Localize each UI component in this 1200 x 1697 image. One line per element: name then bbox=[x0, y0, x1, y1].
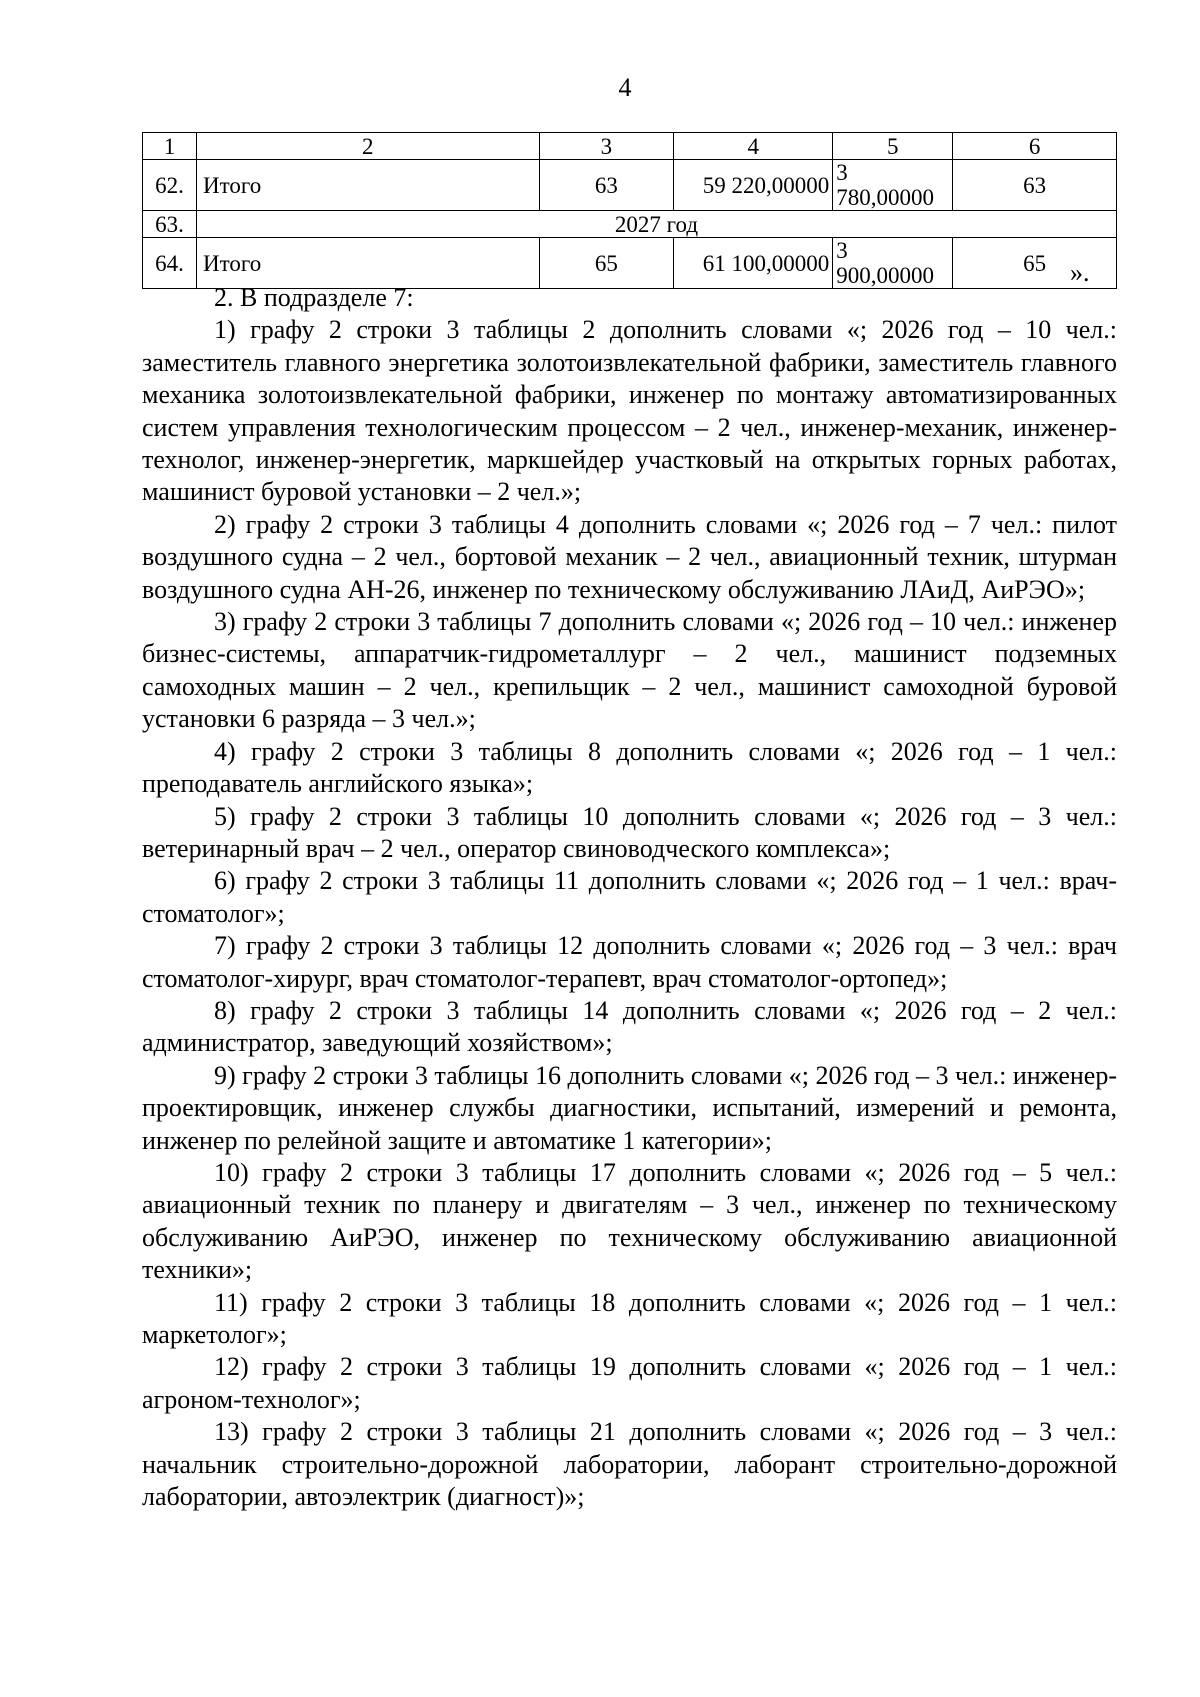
row-number: 64. bbox=[143, 238, 197, 289]
amendment-paragraph: 9) графу 2 строки 3 таблицы 16 дополнить словами «; 2026 год – 3 чел.: инженер-проектировщик, инженер службы диагностики, испытаний, измерений и ремонта, инженер по релейной защите и автоматике 1 категории»; bbox=[142, 1060, 1117, 1155]
amendment-paragraph: 7) графу 2 строки 3 таблицы 12 дополнить словами «; 2026 год – 3 чел.: врач стоматолог-хирург, врач стоматолог-терапевт, врач стоматолог-ортопед»; bbox=[142, 931, 1117, 993]
header-cell: 1 bbox=[143, 133, 197, 160]
amendment-paragraph: 2) графу 2 строки 3 таблицы 4 дополнить словами «; 2026 год – 7 чел.: пилот воздушного судна – 2 чел., бортовой механик – 2 чел., авиационный техник, штурман воздушного судна АН-26, инженер по техническому обслуживанию ЛАиД, АиРЭО»; bbox=[142, 509, 1117, 604]
amendment-paragraph: 8) графу 2 строки 3 таблицы 14 дополнить словами «; 2026 год – 2 чел.: администратор, заведующий хозяйством»; bbox=[142, 995, 1117, 1058]
table-cell: 63 bbox=[953, 160, 1117, 211]
header-cell: 3 bbox=[539, 133, 674, 160]
row-name: Итого bbox=[196, 238, 539, 289]
header-cell: 2 bbox=[196, 133, 539, 160]
table-cell: 65 bbox=[539, 238, 674, 289]
header-cell: 5 bbox=[833, 133, 953, 160]
table-cell: 61 100,00000 bbox=[674, 238, 833, 289]
header-cell: 4 bbox=[674, 133, 833, 160]
table-row bbox=[143, 211, 1117, 238]
summary-table bbox=[142, 132, 1117, 289]
header-cell: 6 bbox=[953, 133, 1117, 160]
table-cell: 3 780,00000 bbox=[833, 160, 953, 211]
row-number: 63. bbox=[143, 211, 197, 238]
table-cell: 63 bbox=[539, 160, 674, 211]
table-cell: 3 900,00000 bbox=[833, 238, 953, 289]
closing-quote: ». bbox=[1070, 258, 1090, 287]
amendment-paragraph: 11) графу 2 строки 3 таблицы 18 дополнить словами «; 2026 год – 1 чел.: маркетолог»; bbox=[142, 1287, 1117, 1349]
amendment-paragraph: 1) графу 2 строки 3 таблицы 2 дополнить словами «; 2026 год – 10 чел.: заместитель главного энергетика золотоизвлекательной фабрики, заместитель главного механика золотоизвлекательной фабрики, инженер по монтажу автоматизированных систем управления технологическим процессом – 2 чел., инженер-механик, инженер-технолог, инженер-энергетик, маркшейдер участковый на открытых горных работах, машинист буровой установки – 2 чел.»; bbox=[142, 315, 1117, 507]
table-row bbox=[143, 238, 1117, 289]
amendment-paragraph: 6) графу 2 строки 3 таблицы 11 дополнить словами «; 2026 год – 1 чел.: врач-стоматолог»; bbox=[142, 866, 1117, 928]
table-cell: 65 bbox=[953, 238, 1117, 289]
document-body bbox=[142, 282, 1117, 1513]
amendment-paragraph: 13) графу 2 строки 3 таблицы 21 дополнить словами «; 2026 год – 3 чел.: начальник строительно-дорожной лаборатории, лаборант строительно-дорожной лаборатории, автоэлектрик (диагност)»; bbox=[142, 1417, 1117, 1512]
amendment-paragraph: 5) графу 2 строки 3 таблицы 10 дополнить словами «; 2026 год – 3 чел.: ветеринарный врач – 2 чел., оператор свиноводческого комплекса»; bbox=[142, 801, 1117, 863]
table-header-row bbox=[143, 133, 1117, 160]
section-heading: 2. В подразделе 7: bbox=[214, 283, 414, 312]
row-name: Итого bbox=[196, 160, 539, 211]
amendment-paragraph: 10) графу 2 строки 3 таблицы 17 дополнить словами «; 2026 год – 5 чел.: авиационный техник по планеру и двигателям – 3 чел., инженер по техническому обслуживанию АиРЭО, инженер по техническому обслуживанию авиационной техники»; bbox=[142, 1157, 1117, 1285]
amendment-paragraph: 3) графу 2 строки 3 таблицы 7 дополнить словами «; 2026 год – 10 чел.: инженер бизнес-системы, аппаратчик-гидрометаллург – 2 чел., машинист подземных самоходных машин – 2 чел., крепильщик – 2 чел., машинист самоходной буровой установки 6 разряда – 3 чел.»; bbox=[142, 607, 1117, 734]
page-number: 4 bbox=[618, 73, 632, 102]
row-number: 62. bbox=[143, 160, 197, 211]
amendment-paragraph: 4) графу 2 строки 3 таблицы 8 дополнить словами «; 2026 год – 1 чел.: преподаватель английского языка»; bbox=[142, 736, 1117, 799]
year-heading-cell: 2027 год bbox=[196, 211, 1116, 238]
amendment-paragraph: 12) графу 2 строки 3 таблицы 19 дополнить словами «; 2026 год – 1 чел.: агроном-технолог»; bbox=[142, 1352, 1117, 1414]
table-row bbox=[143, 160, 1117, 211]
table-cell: 59 220,00000 bbox=[674, 160, 833, 211]
